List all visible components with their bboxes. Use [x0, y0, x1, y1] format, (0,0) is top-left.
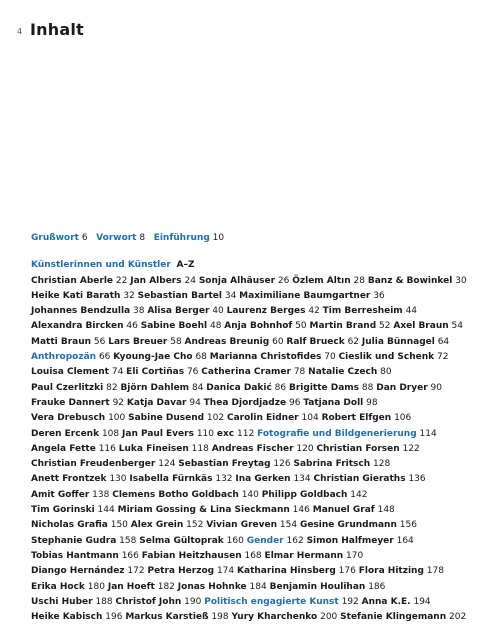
- toc-page-number: 36: [373, 290, 385, 301]
- toc-entry-artist[interactable]: Christian Freudenberger: [31, 459, 156, 470]
- toc-entry-artist[interactable]: Matti Braun: [31, 336, 92, 347]
- toc-entry-artist[interactable]: Frauke Dannert: [31, 397, 110, 408]
- toc-page-number: 72: [437, 352, 449, 363]
- toc-line: [31, 274, 471, 289]
- table-of-contents: [31, 231, 471, 625]
- toc-page-number: 126: [273, 459, 291, 470]
- toc-entry-artist[interactable]: Jan Albers: [130, 275, 182, 286]
- toc-page-number: 174: [216, 566, 235, 577]
- toc-page-number: 194: [413, 596, 431, 607]
- toc-page-number: 116: [98, 443, 116, 454]
- toc-entry-artist[interactable]: Sebastian Bartel: [137, 290, 222, 301]
- toc-page-number: 62: [347, 336, 360, 347]
- page-title: Inhalt: [30, 20, 84, 39]
- toc-entry-artist[interactable]: Banz & Bowinkel: [367, 275, 453, 286]
- toc-page-number: 54: [451, 321, 463, 332]
- toc-entry-artist[interactable]: Danica Dakić: [206, 382, 272, 393]
- toc-line: [31, 503, 471, 518]
- toc-page-number: 168: [244, 550, 262, 561]
- toc-line: [31, 442, 471, 457]
- toc-page-number: 60: [272, 336, 284, 347]
- toc-entry-artist[interactable]: Vera Drebusch: [31, 413, 106, 424]
- section-heading-range: A–Z: [176, 260, 195, 271]
- toc-entry-artist[interactable]: Jan Hoeft: [107, 581, 155, 592]
- toc-entry-artist[interactable]: Miriam Gossing & Lina Sieckmann: [117, 505, 290, 516]
- toc-page-number: 112: [237, 428, 255, 439]
- toc-line: [31, 396, 471, 411]
- toc-entry-artist[interactable]: Clemens Botho Goldbach: [112, 489, 239, 500]
- toc-page-number: 38: [133, 306, 145, 317]
- toc-line: [31, 319, 471, 334]
- toc-entry-artist[interactable]: Anett Frontzek: [31, 474, 107, 485]
- toc-page-number: 94: [189, 397, 201, 408]
- toc-line: [31, 534, 471, 549]
- toc-entry-artist[interactable]: Anna K.E.: [361, 596, 411, 607]
- toc-entry-artist[interactable]: Christian Gieraths: [313, 474, 406, 485]
- toc-page-number: 26: [277, 275, 290, 286]
- toc-page-number: 104: [301, 413, 319, 424]
- toc-page-number: 146: [292, 505, 310, 516]
- toc-page-number: 188: [95, 596, 113, 607]
- toc-page-number: 138: [92, 489, 110, 500]
- toc-entry-artist[interactable]: Sebastian Freytag: [178, 459, 271, 470]
- toc-entry-artist[interactable]: Selma Gültoprak: [139, 535, 224, 546]
- toc-page-number: 154: [279, 520, 298, 531]
- toc-page-number: 84: [191, 382, 204, 393]
- front-matter-line: [31, 231, 471, 246]
- toc-page-number: 124: [158, 459, 176, 470]
- toc-page-number: 184: [249, 581, 267, 592]
- toc-page-number: 162: [286, 535, 304, 546]
- toc-page-number: 186: [368, 581, 386, 592]
- toc-page-number: 202: [449, 612, 467, 623]
- toc-entry-artist[interactable]: Dan Dryer: [376, 382, 428, 393]
- toc-entry-vorwort[interactable]: Vorwort: [96, 233, 137, 243]
- toc-entry-artist[interactable]: Tobias Hantmann: [31, 550, 119, 561]
- toc-entry-artist[interactable]: Amit Goffer: [31, 489, 90, 500]
- toc-entry-grusswort[interactable]: Grußwort: [31, 233, 79, 243]
- toc-entry-artist[interactable]: Stefanie Klingemann: [340, 612, 447, 623]
- toc-page-number: 30: [455, 275, 467, 286]
- spacer: [31, 246, 471, 258]
- toc-line: [31, 518, 471, 533]
- toc-entry-artist[interactable]: Tim Berresheim: [322, 306, 403, 317]
- toc-page-number: 120: [296, 443, 314, 454]
- toc-entry-artist[interactable]: Cieslik und Schenk: [338, 352, 435, 363]
- toc-entry-artist[interactable]: Axel Braun: [393, 321, 449, 332]
- toc-page-number: 130: [109, 474, 127, 485]
- toc-page-number: 82: [106, 382, 118, 393]
- toc-entry-artist[interactable]: Deren Ercenk: [31, 428, 100, 439]
- toc-entry-artist[interactable]: Markus Karstieß: [125, 612, 209, 623]
- artist-index: [31, 274, 471, 626]
- toc-entry-artist[interactable]: Tatjana Doll: [303, 397, 364, 408]
- toc-entry-artist[interactable]: Elmar Hermann: [264, 550, 344, 561]
- toc-entry-artist[interactable]: Marianna Christofides: [209, 352, 322, 363]
- toc-entry-artist[interactable]: Ralf Brueck: [286, 336, 345, 347]
- toc-page-number: 44: [405, 306, 418, 317]
- toc-page-number: 158: [119, 535, 137, 546]
- toc-entry-artist[interactable]: Paul Czerlitzki: [31, 382, 104, 393]
- toc-page-number: 22: [115, 275, 128, 286]
- toc-line: [31, 365, 471, 380]
- toc-line: [31, 381, 471, 396]
- toc-page-number: 132: [215, 474, 233, 485]
- toc-entry-artist[interactable]: Luka Fineisen: [118, 443, 189, 454]
- toc-page-number: 80: [380, 367, 392, 378]
- toc-page-number: 92: [112, 397, 125, 408]
- toc-entry-artist[interactable]: Martin Brand: [309, 321, 377, 332]
- toc-page-number: 88: [361, 382, 374, 393]
- toc-page-number: 198: [211, 612, 229, 623]
- toc-line: [31, 289, 471, 304]
- toc-line: [31, 595, 471, 610]
- toc-entry-artist[interactable]: Vivian Greven: [206, 520, 277, 531]
- toc-page-number: 34: [224, 290, 237, 301]
- toc-entry-einfuehrung[interactable]: Einführung: [153, 233, 210, 243]
- toc-page-number: 110: [196, 428, 215, 439]
- toc-entry-artist[interactable]: Heike Kati Barath: [31, 290, 121, 301]
- toc-line: [31, 427, 471, 442]
- toc-page-number: 180: [87, 581, 105, 592]
- toc-page-number: 140: [241, 489, 259, 500]
- page-number: 4: [17, 27, 23, 36]
- toc-entry-artist[interactable]: Laurenz Berges: [226, 306, 306, 317]
- toc-page-number: 196: [105, 612, 123, 623]
- toc-entry-essay[interactable]: Politisch engagierte Kunst: [204, 596, 339, 607]
- toc-page-number: 48: [209, 321, 222, 332]
- toc-entry-artist[interactable]: Gesine Grundmann: [299, 520, 397, 531]
- toc-entry-artist[interactable]: Nicholas Grafia: [31, 520, 108, 531]
- toc-line: [31, 350, 471, 365]
- toc-entry-artist[interactable]: Christian Aberle: [31, 275, 114, 286]
- toc-page-number: 28: [353, 275, 365, 286]
- toc-page-number: 98: [366, 397, 378, 408]
- toc-entry-artist[interactable]: Maximiliane Baumgartner: [239, 290, 371, 301]
- toc-page-number: 170: [346, 550, 364, 561]
- toc-entry-artist[interactable]: Jan Paul Evers: [122, 428, 194, 439]
- toc-entry-artist[interactable]: Alexandra Bircken: [31, 321, 124, 332]
- toc-entry-artist[interactable]: Sabine Boehl: [140, 321, 208, 332]
- toc-entry-artist[interactable]: Brigitte Dams: [289, 382, 360, 393]
- toc-page-number: 42: [308, 306, 320, 317]
- toc-entry-artist[interactable]: Sonja Alhäuser: [198, 275, 276, 286]
- toc-entry-artist[interactable]: Stephanie Gudra: [31, 535, 117, 546]
- toc-page-number: 134: [293, 474, 311, 485]
- toc-entry-artist[interactable]: Björn Dahlem: [120, 382, 190, 393]
- toc-entry-artist[interactable]: Johannes Bendzulla: [31, 306, 131, 317]
- toc-page-number: 78: [293, 367, 306, 378]
- toc-entry-artist[interactable]: Louisa Clement: [31, 367, 109, 378]
- section-heading: [31, 258, 471, 273]
- toc-entry-artist[interactable]: Andreas Fischer: [211, 443, 294, 454]
- toc-page-number: 156: [399, 520, 417, 531]
- toc-entry-artist[interactable]: Natalie Czech: [308, 367, 378, 378]
- toc-line: [31, 610, 471, 625]
- toc-entry-artist[interactable]: Sabine Dusend: [128, 413, 205, 424]
- toc-entry-artist[interactable]: Heike Kabisch: [31, 612, 103, 623]
- toc-entry-artist[interactable]: Andreas Breunig: [184, 336, 270, 347]
- toc-entry-artist[interactable]: Lars Breuer: [108, 336, 168, 347]
- toc-page-number: 172: [127, 566, 145, 577]
- toc-entry-artist[interactable]: exc: [216, 428, 235, 439]
- toc-entry-artist[interactable]: Katja Davar: [126, 397, 187, 408]
- toc-page-number: 178: [426, 566, 444, 577]
- toc-entry-artist[interactable]: Tim Gorinski: [31, 505, 95, 516]
- toc-entry-artist[interactable]: Jonas Hohnke: [177, 581, 247, 592]
- toc-page-number: 50: [295, 321, 307, 332]
- toc-page-number: 128: [373, 459, 391, 470]
- toc-page-number: 150: [110, 520, 128, 531]
- toc-line: [31, 472, 471, 487]
- toc-entry-artist[interactable]: Simon Halfmeyer: [306, 535, 394, 546]
- toc-entry-artist[interactable]: Alisa Berger: [147, 306, 210, 317]
- toc-page-number: 96: [288, 397, 301, 408]
- toc-page-number: 108: [101, 428, 120, 439]
- toc-page-number: 122: [402, 443, 420, 454]
- toc-line: [31, 564, 471, 579]
- toc-page-number: 90: [430, 382, 442, 393]
- toc-page-number: 106: [394, 413, 412, 424]
- toc-entry-artist[interactable]: Carolin Eidner: [226, 413, 299, 424]
- toc-entry-artist[interactable]: Eli Cortiñas: [126, 367, 185, 378]
- toc-page-number: 24: [184, 275, 196, 286]
- toc-entry-artist[interactable]: Catherina Cramer: [201, 367, 291, 378]
- toc-page-number: 160: [226, 535, 244, 546]
- toc-entry-artist[interactable]: Alex Grein: [130, 520, 184, 531]
- toc-entry-essay[interactable]: Anthropozän: [31, 352, 97, 363]
- toc-entry-essay[interactable]: Fotografie und Bildgenerierung: [257, 428, 417, 439]
- toc-line: [31, 549, 471, 564]
- toc-page-number: 118: [191, 443, 209, 454]
- toc-page-number: 70: [324, 352, 336, 363]
- toc-entry-artist[interactable]: Katharina Hinsberg: [237, 566, 336, 577]
- toc-page-number: 166: [121, 550, 139, 561]
- toc-entry-artist[interactable]: Anja Bohnhof: [224, 321, 293, 332]
- toc-entry-artist[interactable]: Benjamin Houlihan: [269, 581, 366, 592]
- toc-line: [31, 580, 471, 595]
- toc-page-number: 136: [408, 474, 426, 485]
- toc-entry-artist[interactable]: Robert Elfgen: [321, 413, 392, 424]
- toc-entry-artist[interactable]: Christian Forsen: [316, 443, 400, 454]
- toc-page-number: 76: [186, 367, 199, 378]
- toc-entry-artist[interactable]: Özlem Altın: [292, 275, 351, 286]
- toc-entry-artist[interactable]: Christof John: [115, 596, 182, 607]
- toc-entry-artist[interactable]: Flora Hitzing: [358, 566, 424, 577]
- toc-page-number: 100: [108, 413, 126, 424]
- toc-page-number: 86: [274, 382, 287, 393]
- toc-entry-artist[interactable]: Manuel Graf: [312, 505, 375, 516]
- toc-page-number: 58: [170, 336, 182, 347]
- toc-page-number: 114: [419, 428, 437, 439]
- toc-page-number: 64: [437, 336, 450, 347]
- toc-line: [31, 335, 471, 350]
- toc-entry-artist[interactable]: Diango Hernández: [31, 566, 125, 577]
- toc-page-number: 74: [111, 367, 124, 378]
- toc-entry-artist[interactable]: Sabrina Fritsch: [293, 459, 371, 470]
- toc-page-number: 144: [97, 505, 115, 516]
- toc-page-number: 190: [184, 596, 202, 607]
- toc-entry-artist[interactable]: Isabella Fürnkäs: [129, 474, 213, 485]
- section-heading-title: Künstlerinnen und Künstler: [31, 260, 171, 271]
- toc-entry-essay[interactable]: Gender: [246, 535, 284, 546]
- toc-page-number: 68: [195, 352, 207, 363]
- toc-page-number: 182: [157, 581, 175, 592]
- toc-entry-artist[interactable]: Julia Bünnagel: [361, 336, 435, 347]
- toc-entry-artist[interactable]: Yury Kharchenko: [231, 612, 318, 623]
- toc-entry-artist[interactable]: Ina Gerken: [235, 474, 291, 485]
- toc-page-number: 6: [81, 233, 88, 243]
- toc-page-number: 200: [320, 612, 338, 623]
- toc-page-number: 66: [98, 352, 111, 363]
- toc-page-number: 56: [93, 336, 106, 347]
- toc-entry-artist[interactable]: Erika Hock: [31, 581, 85, 592]
- toc-line: [31, 457, 471, 472]
- toc-page-number: 32: [123, 290, 135, 301]
- toc-entry-artist[interactable]: Angela Fette: [31, 443, 96, 454]
- toc-page-number: 8: [139, 233, 146, 243]
- toc-page-number: 10: [212, 233, 225, 243]
- toc-entry-artist[interactable]: Kyoung-Jae Cho: [113, 352, 193, 363]
- toc-page-number: 164: [396, 535, 414, 546]
- toc-line: [31, 304, 471, 319]
- toc-page-number: 152: [186, 520, 204, 531]
- toc-entry-artist[interactable]: Uschi Huber: [31, 596, 93, 607]
- toc-page-number: 148: [377, 505, 395, 516]
- toc-page-number: 192: [341, 596, 359, 607]
- toc-entry-artist[interactable]: Thea Djordjadze: [203, 397, 287, 408]
- toc-page-number: 40: [212, 306, 224, 317]
- toc-page-number: 142: [350, 489, 368, 500]
- toc-page-number: 52: [379, 321, 391, 332]
- toc-entry-artist[interactable]: Petra Herzog: [147, 566, 215, 577]
- toc-line: [31, 411, 471, 426]
- toc-entry-artist[interactable]: Philipp Goldbach: [261, 489, 348, 500]
- toc-page-number: 102: [206, 413, 225, 424]
- toc-page-number: 176: [338, 566, 356, 577]
- toc-line: [31, 488, 471, 503]
- toc-entry-artist[interactable]: Fabian Heitzhausen: [141, 550, 242, 561]
- toc-page-number: 46: [126, 321, 138, 332]
